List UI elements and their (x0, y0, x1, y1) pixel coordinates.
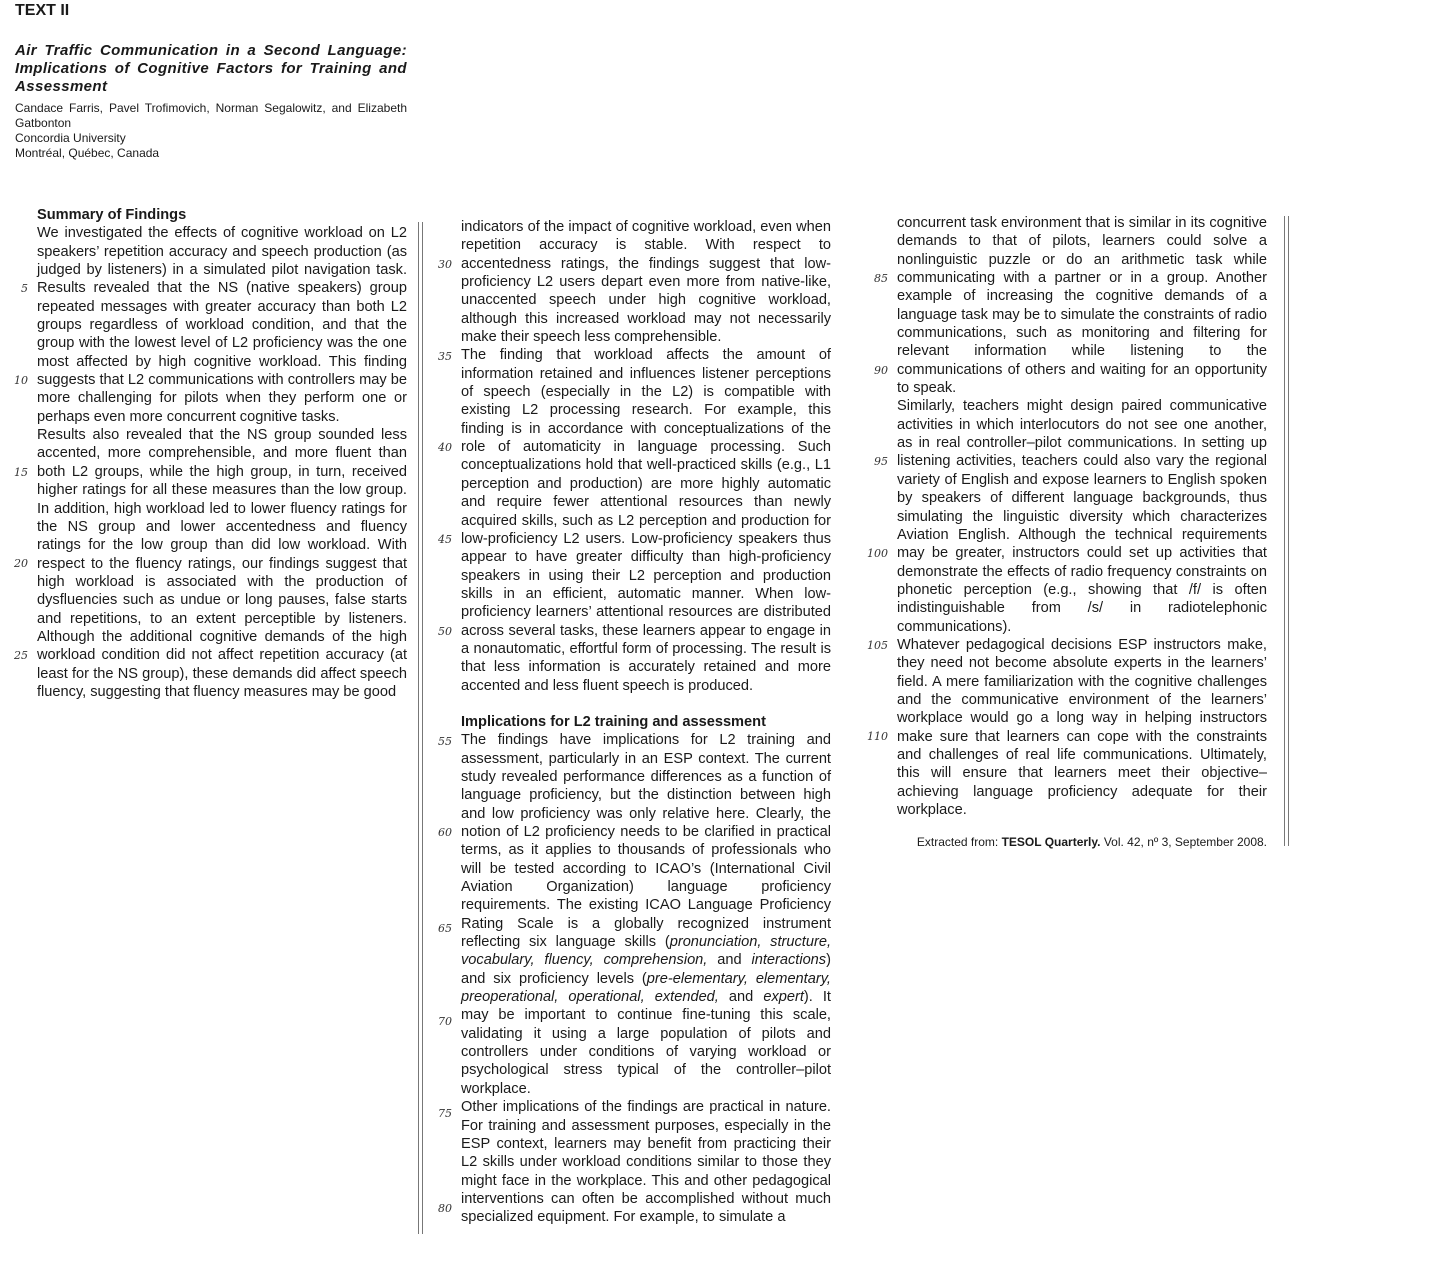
line-number: 35 (438, 350, 452, 363)
affiliation-location: Montréal, Québec, Canada (15, 146, 160, 160)
paragraph: Results also revealed that the NS group sounded less accented, more comprehensible, and more fluent than both L2 groups, while the high group, in turn, received higher ratings for all these measures than the low group. In addition, high workload led to lower fluency ratings for the NS group and lower accentedness and fluency ratings for the low group than did low workload. With respect to the fluency ratings, our findings suggest that high workload is associated with the production of dysfluencies such as undue or long pauses, false starts and repetitions, to an extent perceptible by listeners. Although the additional cognitive demands of the high workload condition did not affect repetition accuracy (at least for the NS group), these demands did affect speech fluency, suggesting that fluency measures may be good (37, 427, 407, 700)
line-number: 5 (21, 282, 28, 295)
paragraph: Whatever pedagogical decisions ESP instructors make, they need not become absolute experts in the learners’ field. A mere familiarization with the cognitive challenges and the communicative environment of the learners’ workplace would go a long way in helping instructors make sure that learners can cope with the constraints and challenges of real life communications. Ultimately, this will ensure that learners meet their objective–achieving language proficiency adequate for their workplace. (897, 636, 1267, 818)
text-label: TEXT II (15, 2, 70, 19)
line-number: 80 (438, 1202, 452, 1215)
line-number: 25 (14, 649, 28, 662)
line-number: 85 (874, 272, 888, 285)
summary-heading: Summary of Findings (37, 207, 187, 223)
line-number: 50 (438, 625, 452, 638)
implications-heading: Implications for L2 training and assessment (461, 713, 766, 730)
paragraph: The findings have implications for L2 training and assessment, particularly in an ESP context. The current study revealed performance differences as a function of language proficiency, but the distinction between high and low proficiency was only relative here. Clearly, the notion of L2 proficiency needs to be clarified in practical terms, as it applies to thousands of professionals who will be tested according to ICAO’s (International Civil Aviation Organization) language proficiency requirements. The existing ICAO Language Proficiency Rating Scale is a globally recognized instrument reflecting six language skills (pronunciation, structure, vocabulary, fluency, comprehension, and interactions) and six proficiency levels (pre-elementary, elementary, preoperational, operational, extended, and expert). It may be important to continue fine-tuning this scale, validating it using a large population of pilots and controllers under conditions of varying workload or psychological stress typical of the controller–pilot workplace. (461, 732, 832, 1097)
article-title: Air Traffic Communication in a Second Language: Implications of Cognitive Factors for Training and Assessment (15, 42, 407, 95)
line-number: 10 (14, 374, 28, 387)
paragraph: The finding that workload affects the amount of information retained and influences listener perceptions of speech (especially in the L2) is compatible with existing L2 processing research. For example, this finding is in accordance with conceptualizations of the role of automaticity in language processing. Such conceptualizations hold that well-practiced skills (e.g., L1 perception and production) are more highly automatic and require fewer attentional resources than newly acquired skills, such as L2 perception and production for low-proficiency L2 users. Low-proficiency speakers thus appear to have greater difficulty than high-proficiency speakers in using their L2 perception and production skills in an efficient, automatic manner. When low-proficiency learners’ attentional resources are distributed across several tasks, these learners appear to engage in a nonautomatic, effortful form of processing. The result is that less information is accurately retained and more accented and less fluent speech is produced. (461, 347, 831, 694)
authors: Candace Farris, Pavel Trofimovich, Norman Segalowitz, and Elizabeth Gatbonton (15, 101, 407, 130)
column-2 (461, 218, 831, 1227)
line-number: 70 (438, 1015, 452, 1028)
source-citation: Extracted from: TESOL Quarterly. Vol. 42, nº 3, September 2008. (916, 835, 1267, 850)
line-number: 20 (14, 557, 28, 570)
line-number: 105 (867, 639, 888, 652)
line-number: 110 (867, 730, 888, 743)
line-number: 95 (874, 455, 888, 468)
paragraph: We investigated the effects of cognitive workload on L2 speakers’ repetition accuracy and speech production (as judged by listeners) in a simulated pilot navigation task. Results revealed that the NS (native speakers) group repeated messages with greater accuracy than both L2 groups regardless of workload condition, and that the group with the lowest level of L2 proficiency was the one most affected by high cognitive workload. This finding suggests that L2 communications with controllers may be more challenging for pilots when they perform one or perhaps even more concurrent cognitive tasks. (37, 225, 407, 425)
paragraph: concurrent task environment that is similar in its cognitive demands to that of pilots, learners could solve a nonlinguistic puzzle or do an arithmetic task while communicating with a partner or in a group. Another example of increasing the cognitive demands of a language task may be to simulate the constraints of radio communications, such as monitoring and filtering for relevant information while listening to the communications of others and waiting for an opportunity to speak. (897, 215, 1267, 397)
line-number: 15 (14, 466, 28, 479)
column-divider (418, 222, 423, 1234)
line-number: 90 (874, 364, 888, 377)
paragraph: indicators of the impact of cognitive workload, even when repetition accuracy is stable. With respect to accentedness ratings, the findings suggest that low-proficiency L2 users depart even more from native-like, unaccented speech under high cognitive workload, although this increased workload may not necessarily make their speech less comprehensible. (461, 219, 831, 346)
paragraph: Similarly, teachers might design paired communicative activities in which interlocutors do not see one another, as in real controller–pilot communications. In setting up listening activities, teachers could also vary the regional variety of English and expose learners to English spoken by speakers of different language backgrounds, thus simulating the linguistic diversity which characterizes Aviation English. Although the technical requirements may be greater, instructors could set up activities that demonstrate the effects of radio frequency constraints on phonetic perception (e.g., showing that /f/ is often indistinguishable from /s/ in radiotelephonic communications). (897, 398, 1267, 635)
line-number: 75 (438, 1107, 452, 1120)
line-number: 100 (867, 547, 888, 560)
line-number: 60 (438, 826, 452, 839)
line-number: 45 (438, 533, 452, 546)
column-3 (897, 214, 1267, 852)
line-number: 55 (438, 735, 452, 748)
line-number: 30 (438, 258, 452, 271)
paragraph: Other implications of the findings are practical in nature. For training and assessment purposes, especially in the ESP context, learners may benefit from practicing their L2 skills under workload conditions similar to those they might face in the workplace. This and other pedagogical interventions can often be accomplished without much specialized equipment. For example, to simulate a (461, 1099, 831, 1226)
affiliation-university: Concordia University (15, 131, 126, 145)
line-number: 40 (438, 441, 452, 454)
column-divider (1284, 216, 1289, 846)
column-1 (37, 206, 407, 701)
line-number: 65 (438, 922, 452, 935)
